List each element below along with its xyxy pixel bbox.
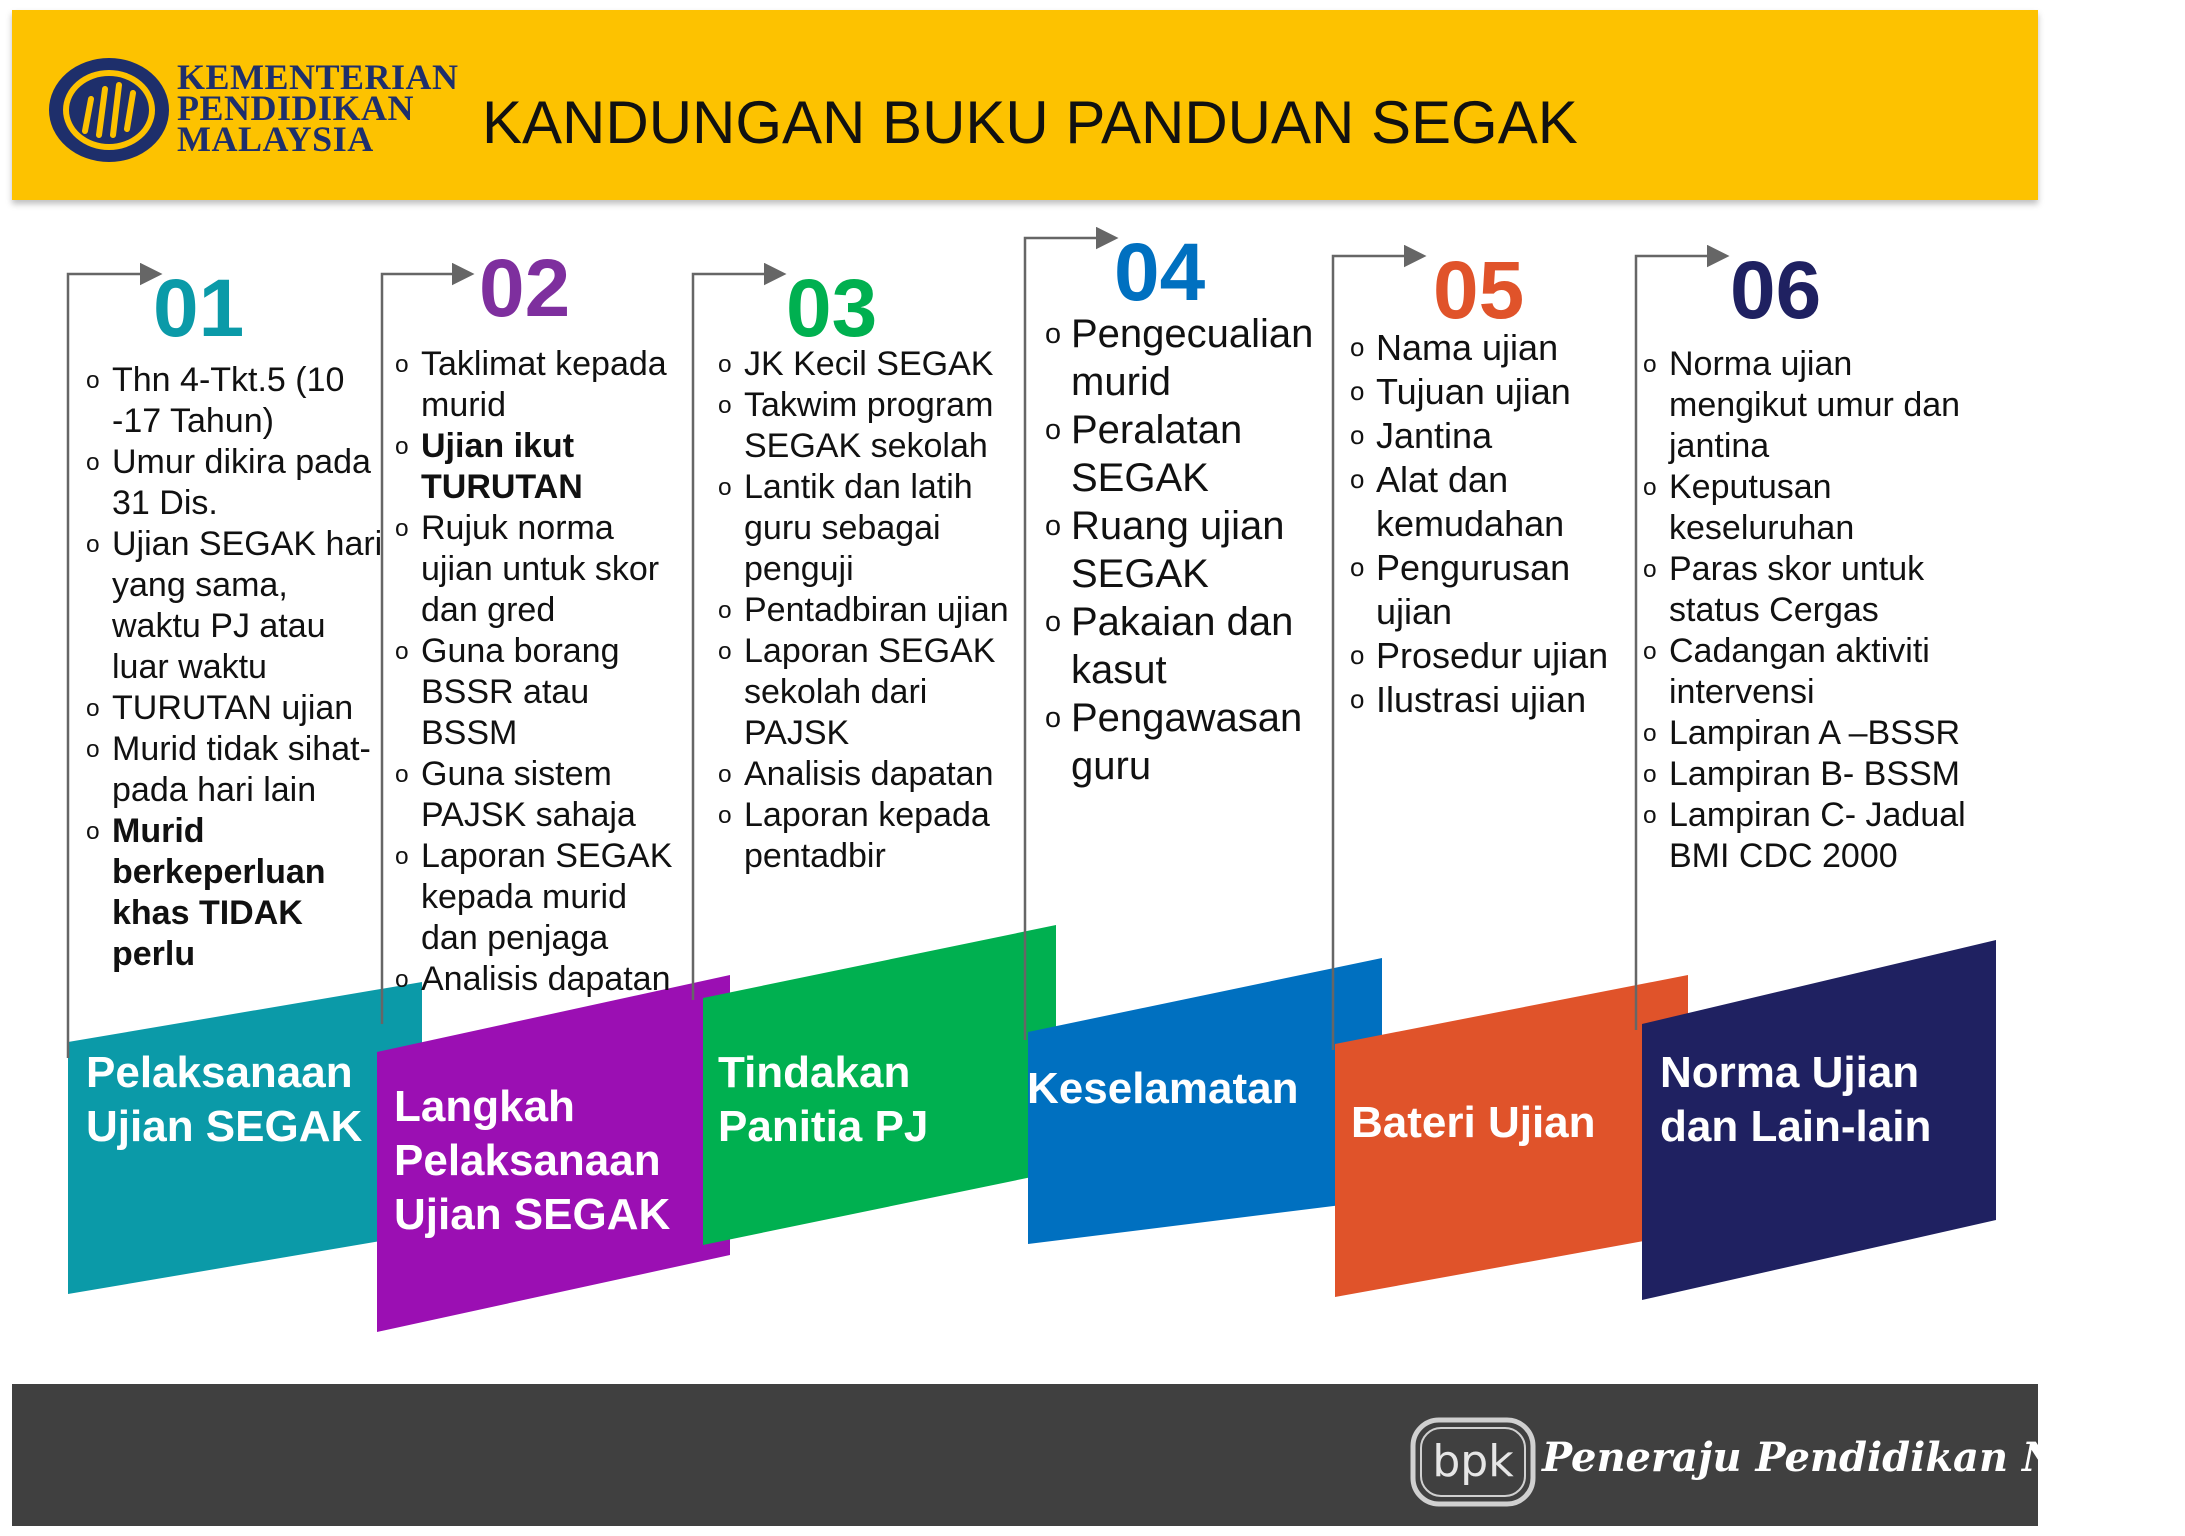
section-02-list bbox=[395, 344, 685, 1000]
section-number-05: 05 bbox=[1433, 245, 1525, 336]
list-item: o Lampiran A –BSSR bbox=[1643, 714, 1961, 752]
band-label-05: Bateri Ujian bbox=[1351, 1098, 1596, 1147]
list-item: o Taklimat kepada murid bbox=[395, 345, 667, 424]
list-item: o Pentadbiran ujian bbox=[718, 591, 1009, 629]
band-label-01: Pelaksanaan Ujian SEGAK bbox=[86, 1048, 363, 1151]
list-item: o Laporan kepada pentadbir bbox=[718, 796, 990, 875]
list-item: o Ilustrasi ujian bbox=[1350, 679, 1587, 720]
band-label-04: Keselamatan bbox=[1027, 1064, 1299, 1113]
section-number-02: 02 bbox=[479, 243, 571, 334]
list-item: o Norma ujian mengikut umur dan jantina bbox=[1643, 345, 1961, 465]
footer-bar bbox=[12, 1384, 2185, 1526]
list-item: o Paras skor untuk status Cergas bbox=[1643, 550, 1925, 629]
list-item: o Lampiran C- Jadual BMI CDC 2000 bbox=[1643, 796, 1966, 875]
list-item: o Murid berkeperluan khas TIDAK perlu bbox=[86, 812, 326, 973]
list-item: o Ruang ujian SEGAK bbox=[1045, 504, 1285, 596]
section-number-04: 04 bbox=[1114, 227, 1206, 318]
list-item: o Thn 4-Tkt.5 (10 -17 Tahun) bbox=[86, 361, 345, 440]
list-item: o Takwim program SEGAK sekolah bbox=[718, 386, 994, 465]
list-item: o Umur dikira pada 31 Dis. bbox=[86, 443, 371, 522]
list-item: o Cadangan aktiviti intervensi bbox=[1643, 632, 1930, 711]
band-label-03: Tindakan Panitia PJ bbox=[718, 1048, 929, 1151]
list-item: o Lantik dan latih guru sebagai penguji bbox=[718, 468, 973, 588]
list-item: o Keputusan keseluruhan bbox=[1643, 468, 1855, 547]
list-item: o Jantina bbox=[1350, 415, 1493, 456]
bpk-logo-text: bpk bbox=[1432, 1436, 1514, 1487]
list-item: o Lampiran B- BSSM bbox=[1643, 755, 1960, 793]
logo-line: PENDIDIKAN bbox=[177, 88, 415, 128]
bpk-logo-icon bbox=[1407, 1412, 1539, 1512]
logo-line: MALAYSIA bbox=[177, 119, 374, 159]
list-item: o Pengecualian murid bbox=[1045, 312, 1314, 404]
list-item: o TURUTAN ujian bbox=[86, 689, 354, 727]
list-item: o Tujuan ujian bbox=[1350, 371, 1571, 412]
section-number-06: 06 bbox=[1730, 245, 1822, 336]
list-item: o Prosedur ujian bbox=[1350, 635, 1609, 676]
footer-motto: Peneraju Pendidikan Negara bbox=[1542, 1434, 2185, 1481]
list-item: o Rujuk norma ujian untuk skor dan gred bbox=[395, 509, 660, 629]
list-item: o Guna sistem PAJSK sahaja bbox=[395, 755, 636, 834]
page-title: KANDUNGAN BUKU PANDUAN SEGAK bbox=[482, 89, 1578, 156]
logo-line: KEMENTERIAN bbox=[177, 57, 459, 97]
band-label-02: Langkah Pelaksanaan Ujian SEGAK bbox=[394, 1082, 671, 1239]
section-number-03: 03 bbox=[786, 263, 878, 354]
list-item: o Pengurusan ujian bbox=[1350, 547, 1571, 632]
list-item: o Pakaian dan kasut bbox=[1045, 600, 1294, 692]
section-number-01: 01 bbox=[153, 263, 245, 354]
section-06-list bbox=[1643, 344, 1973, 877]
section-01-list bbox=[86, 360, 386, 975]
list-item: o Analisis dapatan bbox=[395, 960, 671, 998]
list-item: o Ujian SEGAK hari yang sama, waktu PJ atau luar waktu bbox=[86, 525, 383, 686]
band-label-06: Norma Ujian dan Lain-lain bbox=[1660, 1048, 1932, 1151]
list-item: o Laporan SEGAK sekolah dari PAJSK bbox=[718, 632, 996, 752]
list-item: o Laporan SEGAK kepada murid dan penjaga bbox=[395, 837, 673, 957]
list-item: o Analisis dapatan bbox=[718, 755, 994, 793]
list-item: o Nama ujian bbox=[1350, 327, 1559, 368]
list-item: o Murid tidak sihat- pada hari lain bbox=[86, 730, 371, 809]
section-03-list bbox=[718, 344, 1018, 877]
list-item: o Guna borang BSSR atau BSSM bbox=[395, 632, 620, 752]
list-item: o Peralatan SEGAK bbox=[1045, 408, 1243, 500]
list-item: o JK Kecil SEGAK bbox=[718, 345, 994, 383]
list-item: o Ujian ikut TURUTAN bbox=[395, 427, 583, 506]
list-item: o Pengawasan guru bbox=[1045, 696, 1303, 788]
list-item: o Alat dan kemudahan bbox=[1350, 459, 1565, 544]
section-05-list bbox=[1350, 326, 1630, 722]
section-04-list bbox=[1045, 310, 1325, 790]
